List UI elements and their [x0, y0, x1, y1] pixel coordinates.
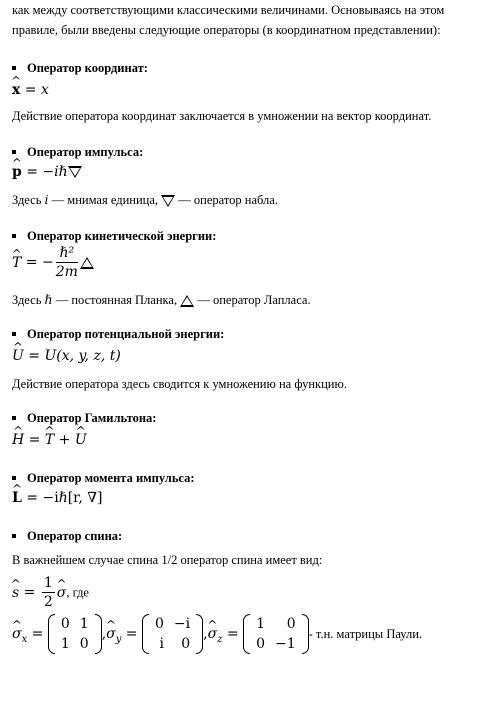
momentum-description: Здесь i — мнимая единица, — оператор набла.: [12, 192, 278, 207]
heading-potential-energy-operator: Оператор потенциальной энергии:: [12, 326, 224, 342]
potential-description: Действие оператора здесь сводится к умножению на функцию.: [12, 377, 347, 391]
laplace-icon: [80, 257, 94, 269]
matrix-sigma-z: 1 0 0 −1: [243, 614, 309, 654]
formula-coordinate: ^ x = x: [12, 80, 49, 100]
heading-coordinate-operator: Оператор координат:: [12, 60, 148, 76]
bullet-icon: [12, 416, 16, 420]
kinetic-description: Здесь ℏ — постоянная Планка, — оператор Лапласа.: [12, 292, 311, 307]
intro-paragraph: [12, 0, 472, 40]
bullet-icon: [12, 332, 16, 336]
coordinate-description: Действие оператора координат заключается в умножении на вектор координат.: [12, 109, 432, 123]
spin-description: В важнейшем случае спина 1/2 оператор спина имеет вид:: [12, 553, 323, 567]
bullet-icon: [12, 534, 16, 538]
intro-line-1: как между соответствующими классическими величинами. Основываясь на этом: [12, 3, 445, 17]
bullet-icon: [12, 234, 16, 238]
nabla-icon: [68, 166, 82, 178]
heading-angular-momentum-operator: Оператор момента импульса:: [12, 470, 195, 486]
intro-line-2: правиле, были введены следующие операторы (в координатном представлении):: [12, 23, 441, 37]
bullet-icon: [12, 66, 16, 70]
matrix-sigma-y: 0 −i i 0: [142, 614, 203, 654]
formula-hamiltonian: ^ H = ^ T + ^ U: [12, 430, 87, 450]
formula-kinetic: ^ T = − $\frac{\text{ℏ²}}{2m}$: [12, 244, 94, 281]
heading-momentum-operator: Оператор импульса:: [12, 144, 143, 160]
formula-spin: ^ s = $\frac{1}{2}$ ^ σ, где: [12, 574, 89, 611]
formula-angular-momentum: ^ L = −iℏ[r, ∇]: [12, 488, 102, 508]
heading-hamiltonian-operator: Оператор Гамильтона:: [12, 410, 156, 426]
nabla-icon: [161, 195, 175, 207]
formula-potential: ^ U = U(x, y, z, t): [12, 346, 121, 366]
heading-kinetic-energy-operator: Оператор кинетической энергии:: [12, 228, 216, 244]
fraction: $\frac{\text{ℏ²}}{2m}$: [55, 245, 78, 280]
matrix-sigma-x: 0 1 1 0: [48, 614, 102, 654]
formula-momentum: ^ p = −iℏ: [12, 162, 82, 182]
laplace-icon: [180, 295, 194, 307]
fraction: $\frac{1}{2}$: [43, 575, 53, 610]
formula-pauli-matrices: ^ $\sigma_x$ = 0 1 1 0 ,^ $\sigma_y$ = 0 −i i 0 ,^ $\sigma_z$ = 1 0 0 −1 - т.н. матрицы Паули.: [12, 614, 422, 654]
heading-spin-operator: Оператор спина:: [12, 528, 122, 544]
